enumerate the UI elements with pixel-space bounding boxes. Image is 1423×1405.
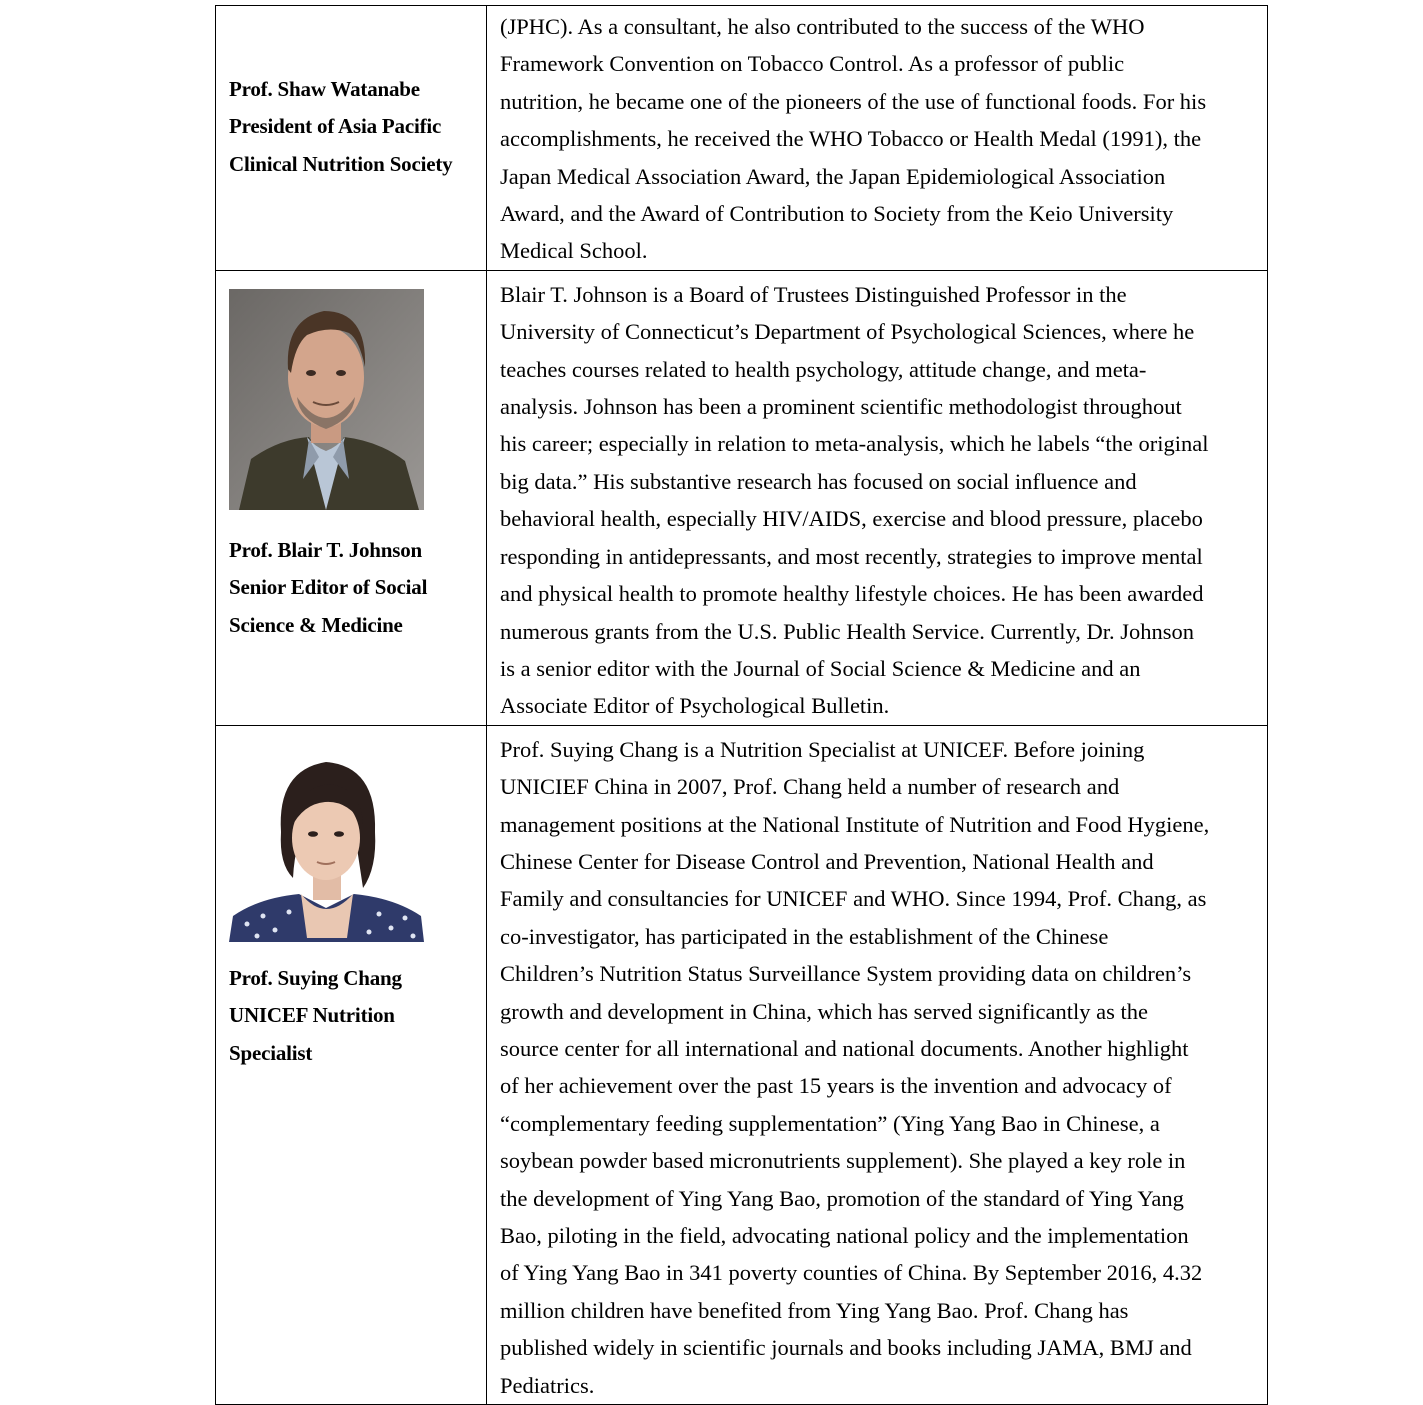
bio-line: million children have benefited from Ying Yang Bao. Prof. Chang has	[500, 1297, 1129, 1323]
bio-line: “complementary feeding supplementation” (Ying Yang Bao in Chinese, a	[500, 1110, 1160, 1136]
speaker-title-line: UNICEF Nutrition	[229, 1003, 395, 1028]
bio-line: growth and development in China, which has served significantly as the	[500, 998, 1148, 1024]
bio-line: Chinese Center for Disease Control and Prevention, National Health and	[500, 848, 1154, 874]
speaker-title-line: President of Asia Pacific	[229, 114, 442, 139]
bio-line: big data.” His substantive research has focused on social influence and	[500, 468, 1137, 494]
speaker-row	[216, 725, 1268, 1404]
bio-line: Award, and the Award of Contribution to Society from the Keio University	[500, 201, 1174, 227]
speaker-identity-cell	[216, 6, 487, 271]
bio-line: of Ying Yang Bao in 341 poverty counties of China. By September 2016, 4.32	[500, 1260, 1203, 1286]
portrait-man-icon	[229, 289, 424, 510]
bio-line: Framework Convention on Tobacco Control. As a professor of public	[500, 51, 1125, 77]
bio-line: of her achievement over the past 15 years is the invention and advocacy of	[500, 1073, 1172, 1099]
bio-line: Associate Editor of Psychological Bulletin.	[500, 693, 890, 719]
speaker-name: Prof. Blair T. Johnson	[229, 537, 423, 562]
portrait-woman-icon	[229, 748, 424, 942]
bio-line: Blair T. Johnson is a Board of Trustees Distinguished Professor in the	[500, 281, 1127, 307]
bio-line: soybean powder based micronutrients supplement). She played a key role in	[500, 1148, 1186, 1174]
speaker-bio-text	[487, 6, 1267, 270]
bio-line: (JPHC). As a consultant, he also contributed to the success of the WHO	[500, 14, 1145, 39]
bio-line: UNICIEF China in 2007, Prof. Chang held a number of research and	[500, 774, 1120, 800]
speaker-title-line: Science & Medicine	[229, 612, 403, 637]
speaker-title-line: Clinical Nutrition Society	[229, 151, 453, 176]
bio-line: the development of Ying Yang Bao, promotion of the standard of Ying Yang	[500, 1185, 1184, 1211]
bio-line: Children’s Nutrition Status Surveillance System providing data on children’s	[500, 961, 1192, 987]
speaker-bio-cell	[487, 6, 1268, 271]
speaker-bio-cell	[487, 725, 1268, 1404]
speaker-identity-cell	[216, 725, 487, 1404]
bio-line: Family and consultancies for UNICEF and WHO. Since 1994, Prof. Chang, as	[500, 886, 1207, 912]
speaker-identity-cell	[216, 270, 487, 725]
bio-line: is a senior editor with the Journal of Social Science & Medicine and an	[500, 655, 1141, 681]
speaker-bio-table	[215, 5, 1268, 1405]
bio-line: behavioral health, especially HIV/AIDS, exercise and blood pressure, placebo	[500, 506, 1203, 532]
speaker-row	[216, 6, 1268, 271]
speaker-title-line: Specialist	[229, 1040, 313, 1065]
bio-line: his career; especially in relation to meta-analysis, which he labels “the original	[500, 431, 1209, 457]
bio-line: Bao, piloting in the field, advocating national policy and the implementation	[500, 1223, 1189, 1248]
bio-line: published widely in scientific journals and books including JAMA, BMJ and	[500, 1335, 1192, 1361]
bio-line: source center for all international and national documents. Another highlight	[500, 1035, 1189, 1061]
bio-line: nutrition, he became one of the pioneers of the use of functional foods. For his	[500, 88, 1207, 114]
bio-line: management positions at the National Institute of Nutrition and Food Hygiene,	[500, 811, 1210, 837]
speaker-name-block	[229, 960, 486, 1072]
bio-line: Prof. Suying Chang is a Nutrition Specialist at UNICEF. Before joining	[500, 736, 1145, 762]
bio-line: responding in antidepressants, and most recently, strategies to improve mental	[500, 543, 1203, 569]
bio-line: analysis. Johnson has been a prominent scientific methodologist throughout	[500, 394, 1182, 420]
speaker-name: Prof. Suying Chang	[229, 965, 402, 990]
bio-line: Medical School.	[500, 238, 648, 264]
speaker-title-line: Senior Editor of Social	[229, 575, 428, 600]
speaker-name-block	[229, 71, 486, 183]
bio-line: accomplishments, he received the WHO Tobacco or Health Medal (1991), the	[500, 126, 1202, 152]
speaker-name-block	[229, 532, 486, 644]
speaker-bio-cell	[487, 270, 1268, 725]
bio-line: teaches courses related to health psychology, attitude change, and meta-	[500, 356, 1147, 382]
bio-line: Japan Medical Association Award, the Japan Epidemiological Association	[500, 163, 1166, 189]
speaker-name: Prof. Shaw Watanabe	[229, 76, 420, 101]
bio-line: Pediatrics.	[500, 1372, 595, 1398]
bio-line: University of Connecticut’s Department of Psychological Sciences, where he	[500, 319, 1195, 345]
bio-line: co-investigator, has participated in the establishment of the Chinese	[500, 923, 1109, 949]
speaker-bio-text	[487, 726, 1267, 1404]
bio-line: and physical health to promote healthy lifestyle choices. He has been awarded	[500, 581, 1204, 607]
speaker-bio-text	[487, 271, 1267, 725]
speaker-row	[216, 270, 1268, 725]
bio-line: numerous grants from the U.S. Public Health Service. Currently, Dr. Johnson	[500, 618, 1195, 644]
